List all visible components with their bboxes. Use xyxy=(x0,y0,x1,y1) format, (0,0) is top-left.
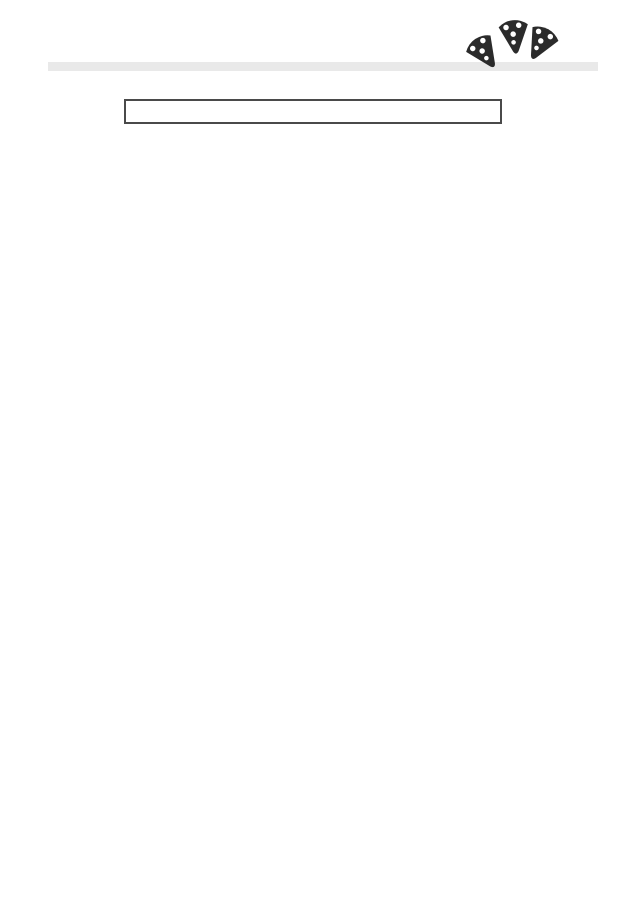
footer-note-box xyxy=(124,99,502,124)
pizza-slices-icon xyxy=(464,12,566,78)
